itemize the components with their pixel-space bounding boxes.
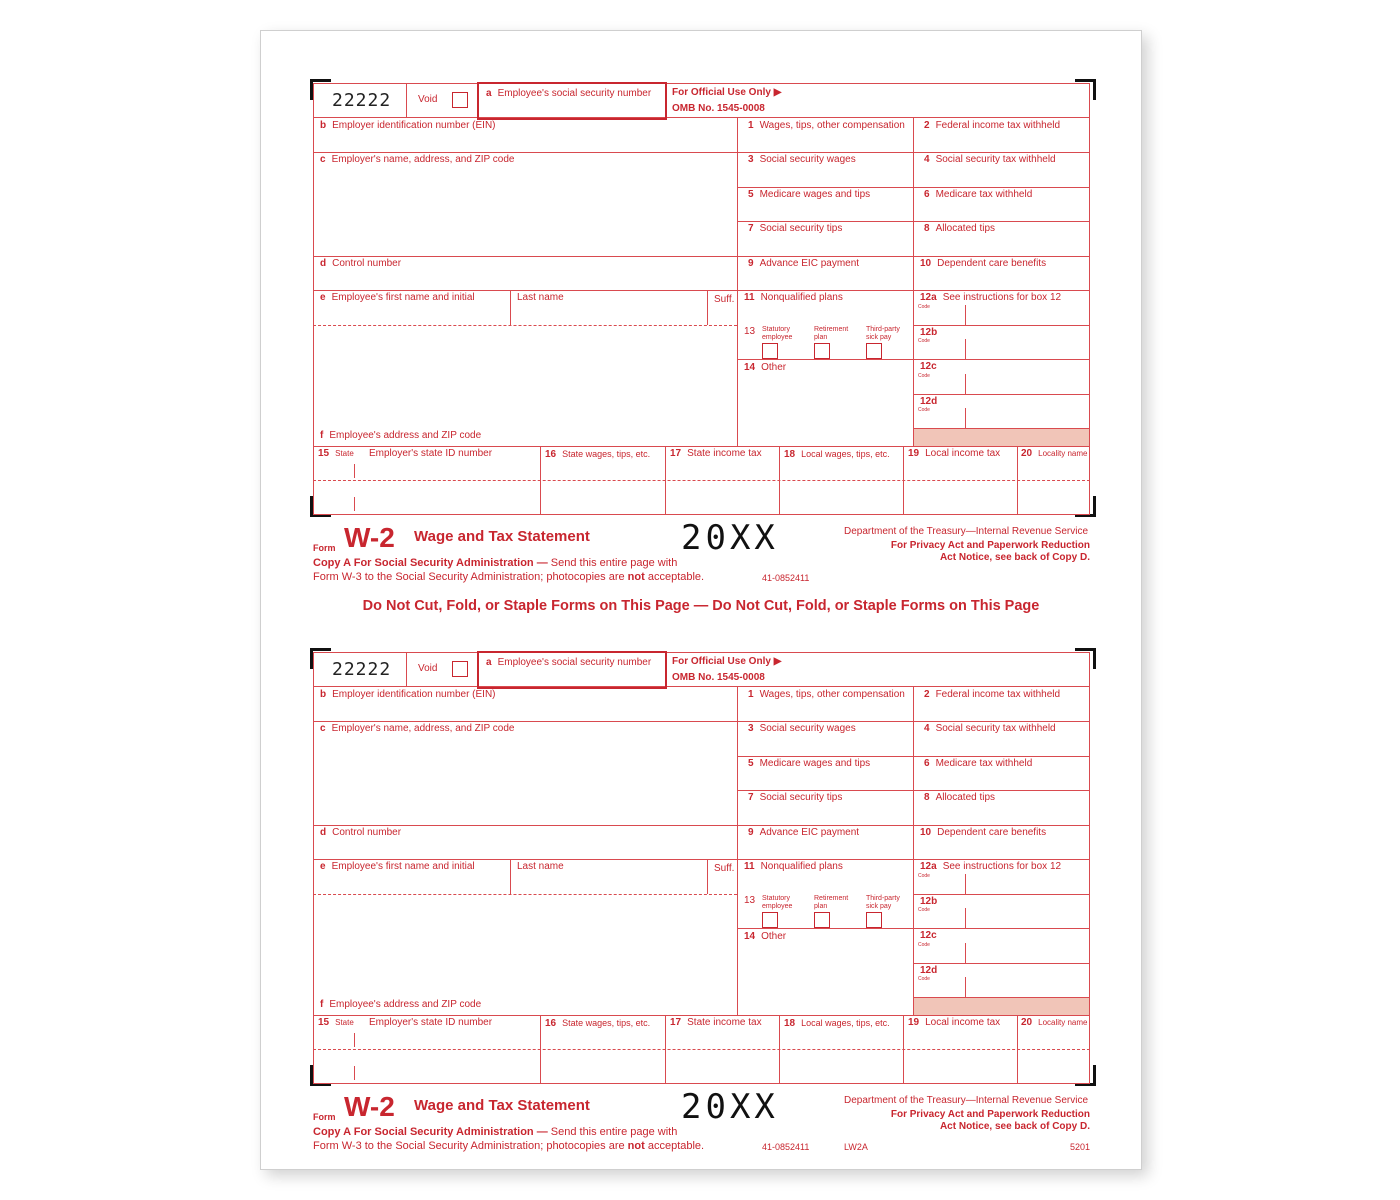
box-18-local-wages[interactable]: 18 Local wages, tips, etc. [784, 449, 890, 460]
official-use-label: For Official Use Only ▶ [672, 87, 782, 98]
retirement-plan-checkbox[interactable] [814, 343, 830, 359]
box-16-state-wages[interactable]: 16 State wages, tips, etc. [545, 1018, 651, 1029]
form-w2-title: W-2 [344, 1091, 395, 1122]
employee-suffix-field[interactable]: Suff. [714, 294, 735, 305]
box-12d[interactable]: 12d [920, 965, 938, 976]
form-word: Form [313, 1112, 336, 1122]
box-20-locality[interactable]: 20 Locality name [1021, 1017, 1088, 1028]
department-label: Department of the Treasury—Internal Revenue Service [844, 526, 1089, 537]
employer-name-field[interactable]: c Employer's name, address, and ZIP code [320, 723, 515, 734]
box-17-state-tax[interactable]: 17 State income tax [670, 1017, 762, 1028]
department-label: Department of the Treasury—Internal Revenue Service [844, 1095, 1089, 1106]
box-12b[interactable]: 12b [920, 327, 938, 338]
ssn-label: a Employee's social security number [486, 657, 652, 668]
statutory-employee-checkbox[interactable] [762, 912, 778, 928]
statutory-employee-checkbox[interactable] [762, 343, 778, 359]
catalog-number: 41-0852411 [762, 573, 810, 583]
box-10-dependent-care[interactable]: 10 Dependent care benefits [920, 827, 1047, 838]
w2-form-copy-2 [0, 569, 1400, 1152]
box-7-ss-tips[interactable]: 7 Social security tips [748, 792, 843, 803]
employee-last-name-field[interactable]: Last name [517, 292, 564, 303]
retirement-plan-checkbox[interactable] [814, 912, 830, 928]
box-13-label: 13 [744, 895, 756, 906]
box-19-local-tax[interactable]: 19 Local income tax [908, 1017, 1001, 1028]
form-code-5201: 5201 [1069, 1142, 1090, 1152]
retirement-plan-label: Retirement plan [814, 895, 849, 910]
box-9-eic[interactable]: 9 Advance EIC payment [748, 258, 860, 269]
employer-name-field[interactable]: c Employer's name, address, and ZIP code [320, 154, 515, 165]
code-label: Code [918, 873, 930, 879]
third-party-sick-pay-checkbox[interactable] [866, 343, 882, 359]
box-15-state-id[interactable]: Employer's state ID number [369, 448, 493, 459]
omb-number: OMB No. 1545-0008 [672, 103, 765, 114]
privacy-notice-line-1: For Privacy Act and Paperwork Reduction [890, 1109, 1090, 1120]
wage-tax-statement-title: Wage and Tax Statement [414, 1097, 590, 1114]
box-12b[interactable]: 12b [920, 896, 938, 907]
box-18-local-wages[interactable]: 18 Local wages, tips, etc. [784, 1018, 890, 1029]
code-label: Code [918, 373, 930, 379]
do-not-cut-banner: Do Not Cut, Fold, or Staple Forms on This Page — Do Not Cut, Fold, or Staple Forms on This Page [362, 598, 1040, 614]
code-label: Code [918, 976, 930, 982]
box-2-federal-tax[interactable]: 2 Federal income tax withheld [924, 120, 1061, 131]
form-w2-title: W-2 [344, 522, 395, 553]
ein-field[interactable]: b Employer identification number (EIN) [320, 120, 496, 131]
box-8-allocated-tips[interactable]: 8 Allocated tips [924, 792, 996, 803]
box-17-state-tax[interactable]: 17 State income tax [670, 448, 762, 459]
void-checkbox[interactable] [452, 92, 468, 108]
copy-a-line-2: Form W-3 to the Social Security Administration; photocopies are not acceptable. [313, 1140, 705, 1152]
box-1-wages[interactable]: 1 Wages, tips, other compensation [748, 120, 905, 131]
box-15-state-id[interactable]: Employer's state ID number [369, 1017, 493, 1028]
box-9-eic[interactable]: 9 Advance EIC payment [748, 827, 860, 838]
box-11-nonqualified[interactable]: 11 Nonqualified plans [744, 861, 843, 872]
employee-first-name-field[interactable]: e Employee's first name and initial [320, 861, 475, 872]
statutory-employee-label: Statutory employee [762, 326, 793, 341]
code-label: Code [918, 942, 930, 948]
third-party-sick-pay-checkbox[interactable] [866, 912, 882, 928]
box-12d[interactable]: 12d [920, 396, 938, 407]
void-label: Void [418, 94, 438, 105]
employee-suffix-field[interactable]: Suff. [714, 863, 735, 874]
box-12c[interactable]: 12c [920, 930, 937, 941]
box-6-medicare-tax[interactable]: 6 Medicare tax withheld [924, 189, 1033, 200]
control-number-field[interactable]: d Control number [320, 258, 402, 269]
box-15-state[interactable]: 15 State [318, 448, 354, 459]
catalog-number: 41-0852411 [762, 1142, 810, 1152]
box-19-local-tax[interactable]: 19 Local income tax [908, 448, 1001, 459]
box-8-allocated-tips[interactable]: 8 Allocated tips [924, 223, 996, 234]
third-party-sick-pay-label: Third-party sick pay [866, 326, 900, 341]
shaded-area [914, 429, 1089, 446]
tax-year: 20XX [681, 1087, 779, 1127]
box-2-federal-tax[interactable]: 2 Federal income tax withheld [924, 689, 1061, 700]
official-use-label: For Official Use Only ▶ [672, 656, 782, 667]
copy-a-line-2: Form W-3 to the Social Security Administration; photocopies are not acceptable. [313, 571, 705, 583]
form-code: 22222 [332, 659, 392, 680]
retirement-plan-label: Retirement plan [814, 326, 849, 341]
box-4-ss-tax[interactable]: 4 Social security tax withheld [924, 723, 1056, 734]
void-checkbox[interactable] [452, 661, 468, 677]
box-12a[interactable]: 12a See instructions for box 12 [920, 292, 1062, 303]
box-14-other[interactable]: 14 Other [744, 931, 787, 942]
employee-last-name-field[interactable]: Last name [517, 861, 564, 872]
ein-field[interactable]: b Employer identification number (EIN) [320, 689, 496, 700]
control-number-field[interactable]: d Control number [320, 827, 402, 838]
box-4-ss-tax[interactable]: 4 Social security tax withheld [924, 154, 1056, 165]
shaded-area [914, 998, 1089, 1015]
box-5-medicare-wages[interactable]: 5 Medicare wages and tips [748, 758, 871, 769]
box-3-ss-wages[interactable]: 3 Social security wages [748, 723, 856, 734]
box-3-ss-wages[interactable]: 3 Social security wages [748, 154, 856, 165]
privacy-notice-line-2: Act Notice, see back of Copy D. [939, 1121, 1090, 1132]
box-20-locality[interactable]: 20 Locality name [1021, 448, 1088, 459]
w2-form-copy-1 [0, 0, 1400, 583]
code-label: Code [918, 407, 930, 413]
third-party-sick-pay-label: Third-party sick pay [866, 895, 900, 910]
form-word: Form [313, 543, 336, 553]
code-label: Code [918, 304, 930, 310]
copy-a-line-1: Copy A For Social Security Administration — Send this entire page with [313, 1126, 678, 1138]
ssn-label: a Employee's social security number [486, 88, 652, 99]
statutory-employee-label: Statutory employee [762, 895, 793, 910]
box-12a[interactable]: 12a See instructions for box 12 [920, 861, 1062, 872]
form-code-lw2a: LW2A [844, 1142, 868, 1152]
box-1-wages[interactable]: 1 Wages, tips, other compensation [748, 689, 905, 700]
box-6-medicare-tax[interactable]: 6 Medicare tax withheld [924, 758, 1033, 769]
privacy-notice-line-1: For Privacy Act and Paperwork Reduction [890, 540, 1090, 551]
wage-tax-statement-title: Wage and Tax Statement [414, 528, 590, 545]
box-5-medicare-wages[interactable]: 5 Medicare wages and tips [748, 189, 871, 200]
employee-address-field[interactable]: f Employee's address and ZIP code [320, 999, 482, 1010]
form-code: 22222 [332, 90, 392, 111]
box-10-dependent-care[interactable]: 10 Dependent care benefits [920, 258, 1047, 269]
void-label: Void [418, 663, 438, 674]
employee-address-field[interactable]: f Employee's address and ZIP code [320, 430, 482, 441]
box-14-other[interactable]: 14 Other [744, 362, 787, 373]
tax-year: 20XX [681, 518, 779, 558]
omb-number: OMB No. 1545-0008 [672, 672, 765, 683]
box-12c[interactable]: 12c [920, 361, 937, 372]
box-15-state[interactable]: 15 State [318, 1017, 354, 1028]
box-11-nonqualified[interactable]: 11 Nonqualified plans [744, 292, 843, 303]
box-13-label: 13 [744, 326, 756, 337]
box-7-ss-tips[interactable]: 7 Social security tips [748, 223, 843, 234]
privacy-notice-line-2: Act Notice, see back of Copy D. [939, 552, 1090, 563]
code-label: Code [918, 907, 930, 913]
copy-a-line-1: Copy A For Social Security Administration — Send this entire page with [313, 557, 678, 569]
employee-first-name-field[interactable]: e Employee's first name and initial [320, 292, 475, 303]
code-label: Code [918, 338, 930, 344]
box-16-state-wages[interactable]: 16 State wages, tips, etc. [545, 449, 651, 460]
